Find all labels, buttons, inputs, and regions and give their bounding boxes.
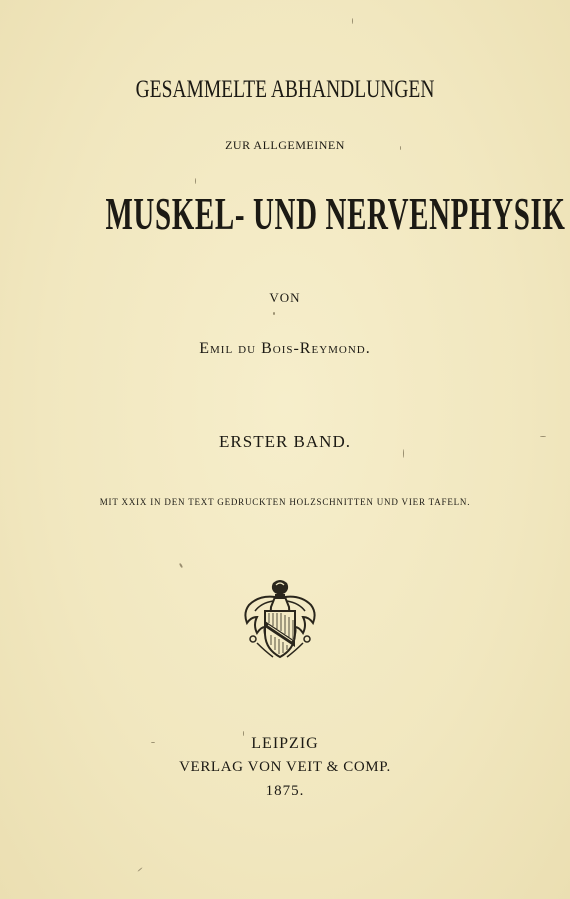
title-line-1: GESAMMELTE ABHANDLUNGEN (135, 76, 435, 103)
paper-speck (195, 178, 196, 184)
volume-label: ERSTER BAND. (219, 432, 351, 451)
by-line: VON (269, 290, 301, 305)
paper-speck (352, 18, 353, 24)
title-line-2: ZUR ALLGEMEINEN (225, 138, 345, 152)
paper-speck (137, 867, 142, 872)
main-title: MUSKEL- UND NERVENPHYSIK (105, 188, 566, 239)
publisher-name: VERLAG VON VEIT & COMP. (179, 759, 391, 775)
paper-speck (179, 563, 183, 568)
paper-speck (403, 449, 404, 458)
paper-speck (151, 742, 155, 743)
paper-speck (243, 731, 244, 736)
paper-speck (273, 312, 275, 315)
author-name: Emil du Bois-Reymond. (199, 340, 371, 357)
illustrations-note: MIT XXIX IN DEN TEXT GEDRUCKTEN HOLZSCHNITTEN UND VIER TAFELN. (99, 497, 471, 507)
paper-speck (540, 436, 546, 437)
paper-speck (400, 146, 401, 150)
publication-year: 1875. (265, 783, 305, 799)
publisher-crest-icon (235, 577, 325, 663)
publication-place: LEIPZIG (251, 735, 319, 752)
